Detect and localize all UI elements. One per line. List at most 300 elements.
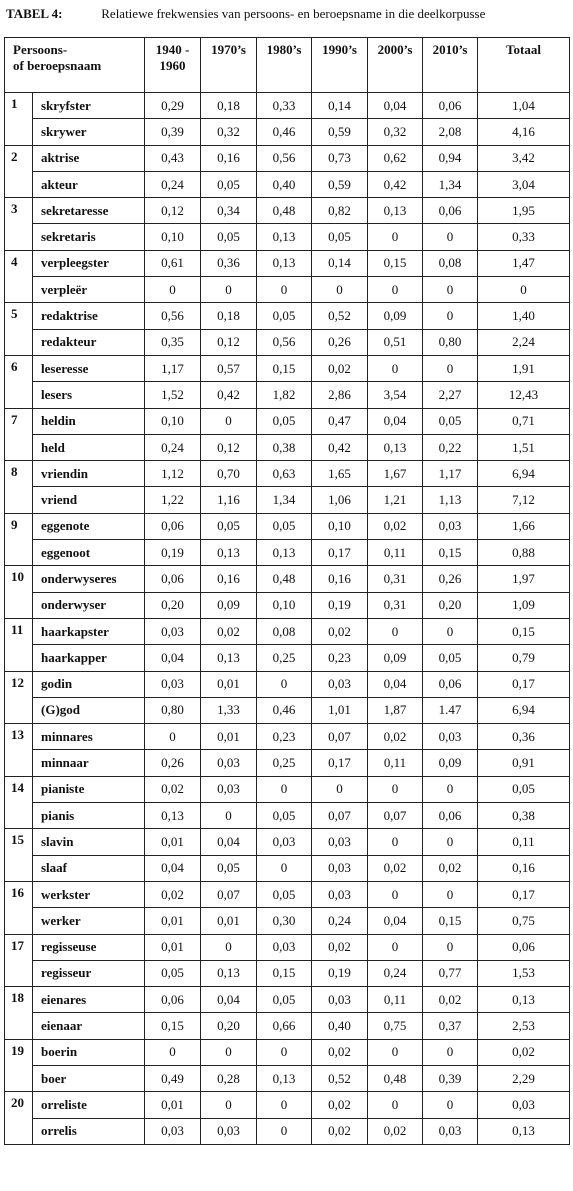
group-number: 18	[5, 987, 33, 1040]
frequency-cell: 0	[368, 1092, 423, 1118]
group-number: 11	[5, 618, 33, 671]
table-row	[5, 881, 570, 907]
frequency-cell: 0,82	[312, 198, 368, 224]
frequency-cell: 0,63	[257, 461, 312, 487]
frequency-cell: 0,29	[145, 93, 201, 119]
occupation-name: lesers	[33, 382, 145, 408]
table-row	[5, 1065, 570, 1091]
frequency-cell: 0,03	[312, 671, 368, 697]
frequency-cell: 1,13	[423, 487, 478, 513]
occupation-name: eggenote	[33, 513, 145, 539]
frequency-cell: 0,24	[145, 171, 201, 197]
frequency-cell: 0,06	[423, 198, 478, 224]
frequency-cell: 0,73	[312, 145, 368, 171]
total-cell: 1,95	[478, 198, 570, 224]
frequency-cell: 0,23	[312, 645, 368, 671]
occupation-name: godin	[33, 671, 145, 697]
occupation-name: vriendin	[33, 461, 145, 487]
total-cell: 0,71	[478, 408, 570, 434]
frequency-cell: 0,10	[145, 408, 201, 434]
total-cell: 0,17	[478, 671, 570, 697]
header-year-1990: 1990’s	[312, 38, 368, 93]
frequency-cell: 0	[423, 277, 478, 303]
frequency-cell: 0,01	[201, 908, 257, 934]
occupation-name: orrelis	[33, 1118, 145, 1144]
table-row	[5, 960, 570, 986]
frequency-cell: 0,42	[201, 382, 257, 408]
frequency-cell: 0,09	[423, 750, 478, 776]
frequency-cell: 0,04	[368, 408, 423, 434]
frequency-cell: 0	[368, 829, 423, 855]
total-cell: 0,88	[478, 540, 570, 566]
frequency-cell: 0,02	[312, 355, 368, 381]
table-row	[5, 987, 570, 1013]
frequency-cell: 0,01	[145, 829, 201, 855]
frequency-cell: 0,16	[201, 145, 257, 171]
occupation-name: held	[33, 434, 145, 460]
table-row	[5, 303, 570, 329]
frequency-cell: 0,59	[312, 119, 368, 145]
frequency-cell: 0,22	[423, 434, 478, 460]
frequency-cell: 0,05	[145, 960, 201, 986]
frequency-cell: 0,23	[257, 724, 312, 750]
frequency-cell: 0	[423, 934, 478, 960]
frequency-cell: 0,14	[312, 93, 368, 119]
group-number: 15	[5, 829, 33, 882]
occupation-name: skrywer	[33, 119, 145, 145]
frequency-cell: 0,24	[145, 434, 201, 460]
table-row	[5, 355, 570, 381]
occupation-name: slaaf	[33, 855, 145, 881]
group-number: 8	[5, 461, 33, 514]
frequency-cell: 1,22	[145, 487, 201, 513]
total-cell: 0,91	[478, 750, 570, 776]
frequency-cell: 0,02	[312, 1039, 368, 1065]
frequency-cell: 0,05	[312, 224, 368, 250]
frequency-cell: 0	[423, 618, 478, 644]
total-cell: 2,24	[478, 329, 570, 355]
frequency-cell: 0,31	[368, 566, 423, 592]
frequency-cell: 2,08	[423, 119, 478, 145]
frequency-cell: 0,20	[201, 1013, 257, 1039]
frequency-cell: 0,15	[423, 540, 478, 566]
group-number: 13	[5, 724, 33, 777]
total-cell: 3,42	[478, 145, 570, 171]
frequency-cell: 0,09	[368, 645, 423, 671]
frequency-cell: 0,06	[145, 987, 201, 1013]
total-cell: 3,04	[478, 171, 570, 197]
frequency-cell: 0,05	[423, 645, 478, 671]
frequency-cell: 0,03	[257, 829, 312, 855]
frequency-cell: 0,17	[312, 540, 368, 566]
table-row	[5, 724, 570, 750]
frequency-cell: 0,03	[145, 618, 201, 644]
frequency-cell: 2,86	[312, 382, 368, 408]
group-number: 20	[5, 1092, 33, 1145]
frequency-cell: 0,46	[257, 119, 312, 145]
frequency-cell: 0,05	[257, 881, 312, 907]
occupation-name: haarkapster	[33, 618, 145, 644]
occupation-name: verpleegster	[33, 250, 145, 276]
frequency-cell: 0,52	[312, 1065, 368, 1091]
frequency-cell: 0,46	[257, 697, 312, 723]
frequency-cell: 0,16	[312, 566, 368, 592]
frequency-cell: 0,11	[368, 540, 423, 566]
header-name-line2: of beroepsnaam	[13, 58, 102, 73]
total-cell: 1,97	[478, 566, 570, 592]
header-year-2000: 2000’s	[368, 38, 423, 93]
total-cell: 1,53	[478, 960, 570, 986]
total-cell: 0,17	[478, 881, 570, 907]
frequency-cell: 0,03	[423, 1118, 478, 1144]
frequency-cell: 0	[145, 724, 201, 750]
frequency-cell: 0,02	[145, 881, 201, 907]
frequency-cell: 1,82	[257, 382, 312, 408]
frequency-cell: 0	[368, 618, 423, 644]
frequency-cell: 1,12	[145, 461, 201, 487]
frequency-cell: 0,03	[423, 724, 478, 750]
frequency-cell: 0,01	[201, 671, 257, 697]
table-row	[5, 119, 570, 145]
frequency-cell: 0,13	[201, 960, 257, 986]
frequency-cell: 1,17	[145, 355, 201, 381]
frequency-cell: 0,05	[257, 803, 312, 829]
frequency-cell: 0,13	[368, 198, 423, 224]
frequency-cell: 0,06	[145, 566, 201, 592]
frequency-cell: 0,11	[368, 987, 423, 1013]
total-cell: 1,40	[478, 303, 570, 329]
table-row	[5, 671, 570, 697]
frequency-cell: 0	[312, 277, 368, 303]
table-row	[5, 171, 570, 197]
frequency-cell: 0,80	[423, 329, 478, 355]
total-cell: 2,29	[478, 1065, 570, 1091]
frequency-cell: 0,34	[201, 198, 257, 224]
frequency-cell: 0,04	[201, 829, 257, 855]
frequency-cell: 1,06	[312, 487, 368, 513]
table-row	[5, 829, 570, 855]
frequency-cell: 0,40	[312, 1013, 368, 1039]
table-row	[5, 618, 570, 644]
header-year-1940: 1940 - 1960	[145, 38, 201, 93]
occupation-name: pianiste	[33, 776, 145, 802]
frequency-cell: 0	[257, 1118, 312, 1144]
frequency-cell: 0	[423, 1039, 478, 1065]
group-number: 3	[5, 198, 33, 251]
group-number: 16	[5, 881, 33, 934]
occupation-name: onderwyseres	[33, 566, 145, 592]
total-cell: 0,38	[478, 803, 570, 829]
frequency-cell: 0	[257, 277, 312, 303]
frequency-cell: 1,01	[312, 697, 368, 723]
frequency-cell: 0,48	[257, 198, 312, 224]
frequency-cell: 2,27	[423, 382, 478, 408]
frequency-cell: 0,14	[312, 250, 368, 276]
table-row	[5, 855, 570, 881]
frequency-cell: 0,05	[257, 303, 312, 329]
frequency-cell: 0,15	[257, 960, 312, 986]
frequency-cell: 0,16	[201, 566, 257, 592]
occupation-name: boer	[33, 1065, 145, 1091]
occupation-name: vriend	[33, 487, 145, 513]
frequency-cell: 0,04	[368, 93, 423, 119]
group-number: 1	[5, 93, 33, 146]
occupation-name: eggenoot	[33, 540, 145, 566]
occupation-name: regisseur	[33, 960, 145, 986]
frequency-cell: 1,34	[423, 171, 478, 197]
occupation-name: verpleër	[33, 277, 145, 303]
occupation-name: redaktrise	[33, 303, 145, 329]
frequency-cell: 0,06	[145, 513, 201, 539]
total-cell: 0	[478, 277, 570, 303]
frequency-cell: 0	[423, 776, 478, 802]
frequency-cell: 0,03	[312, 855, 368, 881]
frequency-cell: 0,18	[201, 303, 257, 329]
occupation-name: pianis	[33, 803, 145, 829]
frequency-cell: 0,03	[423, 513, 478, 539]
frequency-cell: 0	[201, 1092, 257, 1118]
frequency-cell: 0,01	[145, 934, 201, 960]
frequency-cell: 1,67	[368, 461, 423, 487]
frequency-cell: 0	[257, 855, 312, 881]
table-row	[5, 93, 570, 119]
total-cell: 1,66	[478, 513, 570, 539]
frequency-cell: 0,31	[368, 592, 423, 618]
table-row	[5, 513, 570, 539]
occupation-name: haarkapper	[33, 645, 145, 671]
total-cell: 0,75	[478, 908, 570, 934]
frequency-cell: 0,51	[368, 329, 423, 355]
header-year-1980: 1980’s	[257, 38, 312, 93]
group-number: 9	[5, 513, 33, 566]
frequency-cell: 0,48	[368, 1065, 423, 1091]
total-cell: 0,05	[478, 776, 570, 802]
frequency-cell: 0,70	[201, 461, 257, 487]
header-year-2010: 2010’s	[423, 38, 478, 93]
occupation-name: leseresse	[33, 355, 145, 381]
table-row	[5, 540, 570, 566]
frequency-cell: 0,52	[312, 303, 368, 329]
frequency-cell: 0,01	[201, 724, 257, 750]
frequency-cell: 0,10	[145, 224, 201, 250]
frequency-cell: 0,32	[368, 119, 423, 145]
occupation-name: (G)god	[33, 697, 145, 723]
frequency-cell: 1,65	[312, 461, 368, 487]
frequency-cell: 0	[368, 355, 423, 381]
total-cell: 1,04	[478, 93, 570, 119]
frequency-cell: 0,36	[201, 250, 257, 276]
frequency-cell: 0,20	[145, 592, 201, 618]
frequency-cell: 1,33	[201, 697, 257, 723]
table-row	[5, 776, 570, 802]
frequency-cell: 0	[368, 934, 423, 960]
table-caption-label: TABEL 4:	[6, 6, 63, 21]
frequency-cell: 0,38	[257, 434, 312, 460]
header-total: Totaal	[478, 38, 570, 93]
header-name	[5, 38, 145, 93]
total-cell: 1,51	[478, 434, 570, 460]
table-row	[5, 697, 570, 723]
frequency-cell: 0,17	[312, 750, 368, 776]
occupation-name: skryfster	[33, 93, 145, 119]
frequency-cell: 0,61	[145, 250, 201, 276]
frequency-cell: 0,03	[312, 881, 368, 907]
group-number: 7	[5, 408, 33, 461]
frequency-cell: 0,25	[257, 750, 312, 776]
frequency-cell: 0,02	[368, 855, 423, 881]
header-year-1970: 1970’s	[201, 38, 257, 93]
total-cell: 0,15	[478, 618, 570, 644]
frequency-cell: 0,04	[368, 908, 423, 934]
total-cell: 0,11	[478, 829, 570, 855]
total-cell: 0,79	[478, 645, 570, 671]
frequency-cell: 0,03	[257, 934, 312, 960]
table-row	[5, 934, 570, 960]
frequency-cell: 0,03	[145, 1118, 201, 1144]
frequency-cell: 0,02	[368, 724, 423, 750]
group-number: 2	[5, 145, 33, 198]
frequency-cell: 0,57	[201, 355, 257, 381]
group-number: 12	[5, 671, 33, 724]
group-number: 17	[5, 934, 33, 987]
group-number: 5	[5, 303, 33, 356]
frequency-cell: 0	[423, 829, 478, 855]
table-row	[5, 198, 570, 224]
frequency-cell: 0,01	[145, 1092, 201, 1118]
frequency-cell: 0,25	[257, 645, 312, 671]
table-row	[5, 1013, 570, 1039]
frequency-cell: 0,07	[368, 803, 423, 829]
frequency-cell: 0,42	[312, 434, 368, 460]
occupation-name: sekretaris	[33, 224, 145, 250]
frequency-cell: 0	[257, 776, 312, 802]
frequency-cell: 0,05	[201, 513, 257, 539]
frequency-cell: 0	[368, 776, 423, 802]
frequency-cell: 0	[201, 1039, 257, 1065]
frequency-cell: 0	[201, 408, 257, 434]
frequency-cell: 0,05	[201, 855, 257, 881]
total-cell: 0,06	[478, 934, 570, 960]
frequency-cell: 0	[201, 934, 257, 960]
frequency-cell: 0,12	[145, 198, 201, 224]
occupation-name: regisseuse	[33, 934, 145, 960]
frequency-cell: 0,12	[201, 329, 257, 355]
group-number: 19	[5, 1039, 33, 1092]
frequency-cell: 0,12	[201, 434, 257, 460]
frequency-cell: 0	[201, 277, 257, 303]
table-row	[5, 434, 570, 460]
total-cell: 7,12	[478, 487, 570, 513]
frequency-cell: 0,05	[257, 513, 312, 539]
total-cell: 1,09	[478, 592, 570, 618]
frequency-cell: 0,13	[257, 250, 312, 276]
frequency-cell: 0,75	[368, 1013, 423, 1039]
occupation-name: slavin	[33, 829, 145, 855]
table-body	[5, 93, 570, 1145]
frequency-cell: 0,05	[257, 408, 312, 434]
frequency-cell: 1,87	[368, 697, 423, 723]
frequency-cell: 0,05	[201, 224, 257, 250]
frequency-cell: 0,48	[257, 566, 312, 592]
table-row	[5, 224, 570, 250]
frequency-cell: 0,04	[368, 671, 423, 697]
total-cell: 0,13	[478, 987, 570, 1013]
table-row	[5, 1118, 570, 1144]
frequency-cell: 0,04	[145, 645, 201, 671]
frequency-cell: 0,07	[312, 803, 368, 829]
table-row	[5, 329, 570, 355]
total-cell: 6,94	[478, 697, 570, 723]
frequency-cell: 0,05	[201, 171, 257, 197]
table-row	[5, 908, 570, 934]
frequency-cell: 0,13	[145, 803, 201, 829]
frequency-cell: 0	[145, 1039, 201, 1065]
table-row	[5, 1092, 570, 1118]
frequency-cell: 0,56	[257, 329, 312, 355]
frequency-cell: 0,02	[423, 855, 478, 881]
frequency-cell: 0,05	[423, 408, 478, 434]
frequency-cell: 1,17	[423, 461, 478, 487]
frequency-cell: 0	[368, 1039, 423, 1065]
frequency-cell: 0,24	[312, 908, 368, 934]
frequency-cell: 0,02	[201, 618, 257, 644]
total-cell: 1,91	[478, 355, 570, 381]
frequency-cell: 0,09	[368, 303, 423, 329]
table-row	[5, 461, 570, 487]
occupation-name: redakteur	[33, 329, 145, 355]
total-cell: 4,16	[478, 119, 570, 145]
frequency-cell: 0	[257, 1092, 312, 1118]
frequency-cell: 0,02	[312, 934, 368, 960]
total-cell: 2,53	[478, 1013, 570, 1039]
table-row	[5, 566, 570, 592]
table-row	[5, 803, 570, 829]
table-row	[5, 487, 570, 513]
frequency-cell: 0,03	[312, 829, 368, 855]
frequency-cell: 1,21	[368, 487, 423, 513]
frequency-table	[4, 37, 570, 1145]
frequency-cell: 0,26	[312, 329, 368, 355]
frequency-cell: 0,20	[423, 592, 478, 618]
frequency-cell: 0,19	[312, 960, 368, 986]
occupation-name: orreliste	[33, 1092, 145, 1118]
occupation-name: heldin	[33, 408, 145, 434]
frequency-cell: 0,62	[368, 145, 423, 171]
frequency-cell: 0,02	[312, 1092, 368, 1118]
frequency-cell: 0	[257, 1039, 312, 1065]
total-cell: 0,03	[478, 1092, 570, 1118]
frequency-cell: 0,43	[145, 145, 201, 171]
frequency-cell: 0,08	[423, 250, 478, 276]
table-row	[5, 145, 570, 171]
frequency-cell: 0,07	[312, 724, 368, 750]
frequency-cell: 0,06	[423, 671, 478, 697]
occupation-name: onderwyser	[33, 592, 145, 618]
frequency-cell: 0,04	[145, 855, 201, 881]
group-number: 4	[5, 250, 33, 303]
table-caption-title: Relatiewe frekwensies van persoons- en beroepsname in die deelkorpusse	[101, 6, 486, 21]
frequency-cell: 0,49	[145, 1065, 201, 1091]
frequency-cell: 0,15	[368, 250, 423, 276]
frequency-cell: 0,10	[312, 513, 368, 539]
frequency-cell: 0,05	[257, 987, 312, 1013]
frequency-cell: 0,13	[368, 434, 423, 460]
table-row	[5, 1039, 570, 1065]
group-number: 10	[5, 566, 33, 619]
frequency-cell: 1,52	[145, 382, 201, 408]
frequency-cell: 0	[201, 803, 257, 829]
frequency-cell: 0,09	[201, 592, 257, 618]
